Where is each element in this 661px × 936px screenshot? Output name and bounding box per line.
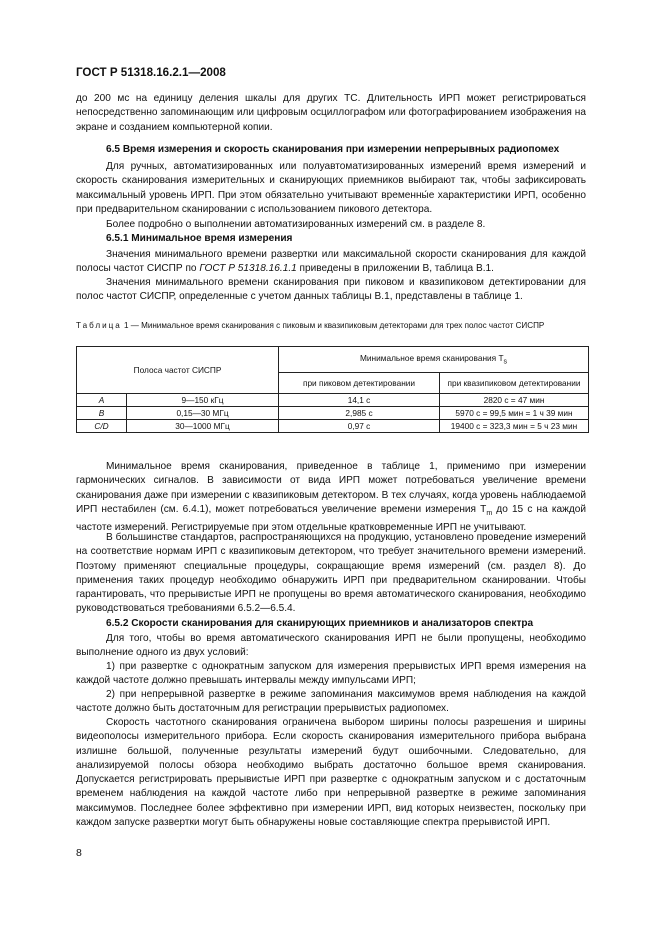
header-peak: при пиковом детектировании xyxy=(279,373,440,394)
section-6-5-title: 6.5 Время измерения и скорость сканирования при измерении непрерывных радиопомех xyxy=(106,144,560,155)
scan-time-table xyxy=(76,346,589,433)
standard-reference: ГОСТ Р 51318.16.1.1 xyxy=(199,263,297,275)
header-band: Полоса частот СИСПР xyxy=(77,347,279,394)
document-code-header: ГОСТ Р 51318.16.2.1—2008 xyxy=(76,66,226,79)
header-min-scan-time: Минимальное время сканирования $T_s$ xyxy=(279,347,589,373)
section-6-5-1-title: 6.5.1 Минимальное время измерения xyxy=(106,233,293,244)
section-6-5-1-paragraph-2: Значения минимального времени сканирования при пиковом и квазипиковом детектировании для полос частот СИСПР, определенные с учетом данных таблицы В.1, представлены в таблице 1. xyxy=(76,277,586,303)
table-row: C/D 30—1000 МГц 0,97 с 19400 с = 323,3 мин = 5 ч 23 мин xyxy=(77,420,589,433)
section-6-5-2-paragraph-1: Для того, чтобы во время автоматического сканирования ИРП не были пропущены, необходимо выполнение одного из двух условий: xyxy=(76,633,586,659)
section-6-5-paragraph-2: Более подробно о выполнении автоматизированных измерений см. в разделе 8. xyxy=(106,219,486,230)
page-number: 8 xyxy=(76,847,82,859)
condition-2: 2) при непрерывной развертке в режиме запоминания максимумов время наблюдения на каждой частоте должно быть достаточным для регистрации прерывистых радиопомех. xyxy=(76,689,586,715)
section-6-5-1-paragraph-1: Значения минимального времени развертки или максимальной скорости сканирования для каждой полосы частот СИСПР по ГОСТ Р 51318.16.1.1 приведены в приложении В, таблица В.1. xyxy=(76,249,586,275)
intro-paragraph: до 200 мс на единицу деления шкалы для других ТС. Длительность ИРП может регистрироваться непосредственно запоминающим или цифровым осциллографом или фотографированием изображения на экране и созданием компьютерной копии. xyxy=(76,93,586,133)
section-6-5-2-paragraph-2: Скорость частотного сканирования ограничена выбором ширины полосы разрешения и ширины видеополосы измерительного прибора. Если скорость сканирования измерительного прибора выбрана излишне большой, полученные результаты измерений будут ошибочными. Следовательно, для анализируемой полосы обзора необходимо выбрать достаточно большое время сканирования. Допускается регистрировать прерывистые ИРП при развертке с однократным запуском и с достаточным временем наблюдения на каждой частоте либо при непрерывной развертке в режиме запоминания максимумов. Последнее более эффективно при измерении ИРП, вид которых неизвестен, поскольку при каждом запуске развертки могут быть обнаружены новые составляющие спектра прерывистой ИРП. xyxy=(76,717,586,829)
table-row: B 0,15—30 МГц 2,985 с 5970 с = 99,5 мин = 1 ч 39 мин xyxy=(77,407,589,420)
condition-1: 1) при развертке с однократным запуском для измерения прерывистых ИРП время измерения на каждой частоте должно превышать интервалы между импульсами ИРП; xyxy=(76,661,586,687)
table-caption: Таблица 1 — Минимальное время сканирования с пиковым и квазипиковым детекторами для трех полос частот СИСПР xyxy=(76,321,545,330)
section-6-5-paragraph-1: Для ручных, автоматизированных или полуавтоматизированных измерений время измерений и скорость сканирования измерительных и сканирующих приемников выбирают так, чтобы зафиксировать максимальный уровень ИРП. При этом обязательно учитывают временны́е характеристики ИРП, особенно при предварительном сканировании с использованием пикового детектора. xyxy=(76,161,586,215)
table-row: A 9—150 кГц 14,1 с 2820 с = 47 мин xyxy=(77,394,589,407)
header-quasi-peak: при квазипиковом детектировании xyxy=(440,373,589,394)
after-table-paragraph-2: В большинстве стандартов, распространяющихся на продукцию, установлено проведение измерений на соответствие нормам ИРП с квазипиковым детектором, что требует значительного времени измерений. Поэтому применяют специальные процедуры, сокращающие время измерений (см. раздел 8). До применения таких процедур необходимо обнаружить ИРП при предварительном сканировании. Чтобы гарантировать, что прерывистые ИРП не пропущены во время автоматического сканирования, необходимо руководствоваться требованиями 6.5.2—6.5.4. xyxy=(76,532,586,615)
after-table-paragraph-1: Минимальное время сканирования, приведенное в таблице 1, применимо при измерении гармонических сигналов. В зависимости от вида ИРП может потребоваться увеличение времени сканирования даже при измерении с квазипиковым детектором. В тех случаях, когда уровень наблюдаемой ИРП нестабилен (см. 6.4.1), может потребоваться увеличение времени измерения $T_m$ до 15 с на каждой частоте измерений. Регистрируемые при этом отдельные кратковременные ИРП не учитывают. xyxy=(76,461,586,534)
section-6-5-2-title: 6.5.2 Скорости сканирования для сканирующих приемников и анализаторов спектра xyxy=(106,618,534,629)
